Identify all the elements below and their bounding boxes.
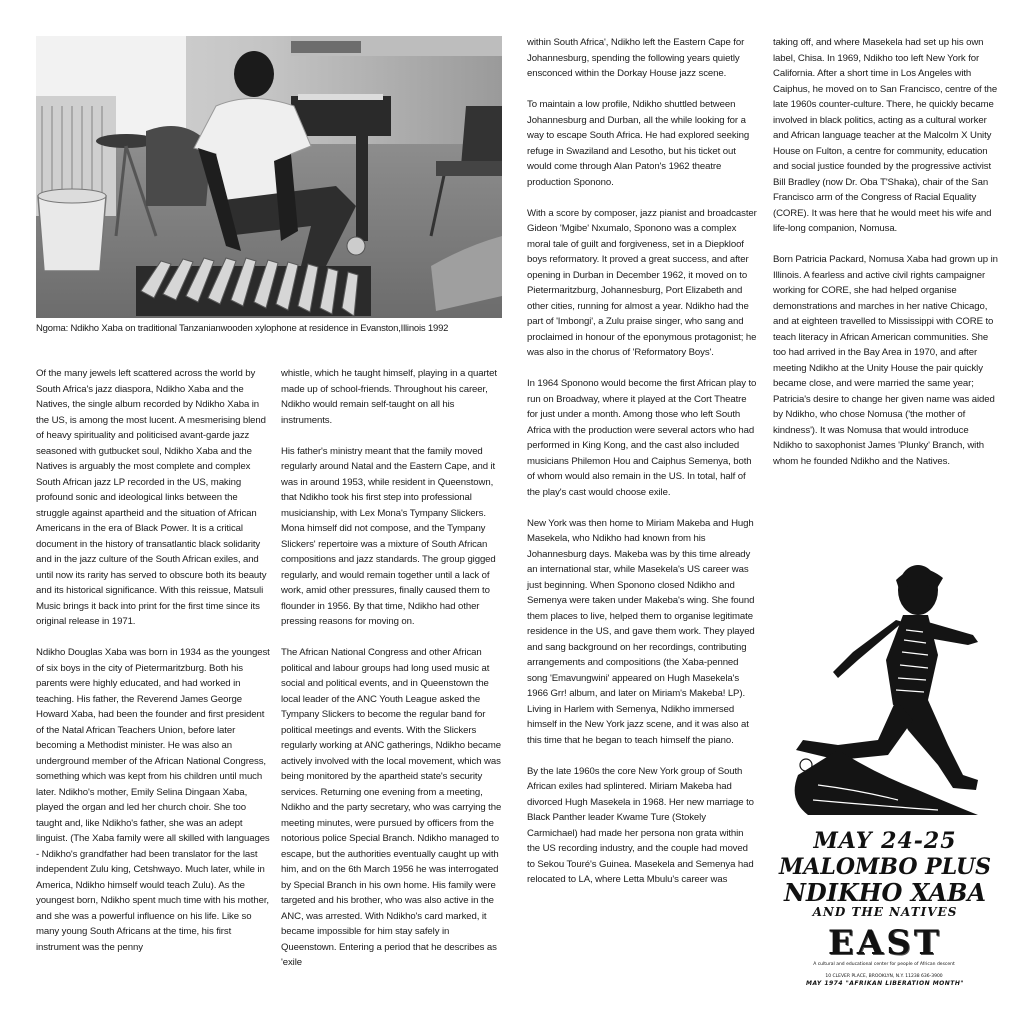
text-column-3 [527,35,757,903]
dancer-illustration [778,560,993,822]
poster-footer: MAY 1974 "AFRIKAN LIBERATION MONTH" [805,980,965,987]
paragraph: With a score by composer, jazz pianist and broadcaster Gideon 'Mgibe' Nxumalo, Sponono was a complex moral tale of guilt and forgiveness, set in a Diepkloof boys reformatory. It proved a great success, and after opening in Durban in December 1962, it moved on to Pietermaritzburg, Johannesburg, Port Elizabeth and other cities, running for almost a year. Ndikho had the part of 'Imbongi', a Zulu praise singer, who sang and proclaimed in honour of the eponymous protagonist; he was also in the chorus of 'Reformatory Boys'. [527,207,757,358]
text-column-4 [773,35,998,485]
text-column-1 [36,366,272,971]
photo-image [36,36,502,318]
text-column-2 [281,366,505,986]
poster-address: 10 CLEVER PLACE, BROOKLYN, N.Y. 11238 636-3900 [825,974,943,979]
paragraph: To maintain a low profile, Ndikho shuttled between Johannesburg and Durban, all the while looking for a way to escape South Africa. He had explored seeking refuge in Swaziland and Lesotho, but his ticket out would come through Alan Paton's 1962 theatre production Sponono. [527,99,750,188]
ndikho-xylophone-photo [36,36,502,318]
paragraph: within South Africa', Ndikho left the Eastern Cape for Johannesburg, spending the following years quietly ensconced within the Dorkay House jazz scene. [527,37,745,79]
paragraph: New York was then home to Miriam Makeba and Hugh Masekela, who Ndikho had known from his Johannesburg days. Makeba was by this time already an international star, while Masekela's US career was just beginning. When Sponono closed Ndikho and Semenya were taken under Makeba's wing. She found them places to live, helped them to organise legitimate residence in the US, and gave them work. They played and sang background on her recordings, contributing arrangements and compositions (the Xaba-penned song 'Emavungwini' appeared on Hugh Masekela's 1966 Grr! album, and later on Miriam's Makeba! LP). Living in Harlem with Semenya, Ndikho immersed himself in the New York jazz scene, and it was also at this time that he began to teach himself the piano. [527,517,755,746]
paragraph: In 1964 Sponono would become the first African play to run on Broadway, where it played at the Cort Theatre for just under a month. Among those who left South Africa with the production were several actors who had performed in King Kong, and the cast also included musicians Philemon Hou and Caiphus Semenya, both of whom would also remain in the US. In total, half of the play's cast would choose exile. [527,378,757,498]
paragraph: By the late 1960s the core New York group of South African exiles had splintered. Miriam Makeba had divorced Hugh Masekela in 1968. Her new marriage to Black Panther leader Kwame Ture (Stokely Carmichael) had made her persona non grata within the US recording industry, and the couple had moved to Sekou Touré's Guinea. Masekela and Semenya had relocated to LA, where Letta Mbulu's career was [527,765,754,885]
paragraph: whistle, which he taught himself, playing in a quartet made up of school-friends. Throughout his career, Ndikho would remain self-taught on all his instruments. [281,368,497,426]
paragraph: taking off, and where Masekela had set up his own label, Chisa. In 1969, Ndikho too left New York for California. After a short time in Los Angeles with Caiphus, he moved on to San Francisco, centre of the late 1960s counter-culture. There, he quickly became involved in black politics, acting as a cultural worker and African language teacher at the Malcolm X Unity House on Fulton, a centre for community, education and social justice founded by the progressive activist Bill Bradley (now Dr. Oba T'Shaka), chair of the San Francisco arm of the Congress of Racial Equality (CORE). It was here that he would meet his wife and life-long companion, Nomusa. [773,37,998,234]
paragraph: Born Patricia Packard, Nomusa Xaba had grown up in Illinois. A fearless and active civil rights campaigner working for CORE, she had helped organise demonstrations and marches in her native Chicago, and at eighteen travelled to Mississippi with CORE to teach literacy in African American communities. She too had arrived in the Bay Area in 1970, and after meeting Ndikho at the Unity House the pair quickly became close, and were married the same year; Patricia's desire to change her given name was aided by Ndikho, who chose Nomusa ('the mother of kindness'). It was Nomusa that would introduce Ndikho to saxophonist James 'Plunky' Branch, with whom he founded Ndikho and the Natives. [773,254,998,467]
photo-caption: Ngoma: Ndikho Xaba on traditional Tanzanianwooden xylophone at residence in Evanston,Illinois 1992 [36,323,449,334]
paragraph: Ndikho Douglas Xaba was born in 1934 as the youngest of six boys in the city of Pietermaritzburg. Both his parents were highly educated, and had worked in teaching. His father, the Reverend James George Howard Xaba, had been the founder and first president of the Natal African Teachers Union, before later becoming a Methodist minister. He was also an underground member of the African National Congress, something which was kept from his children until much later. Ndikho's mother, Emily Selina Dingaan Xaba, played the organ and led her church choir. She too taught and, like Ndikho's father, she was an adept linguist. (The Xaba family were all skilled with languages - Ndikho's grandfather had been translator for the last independent Zulu king, Cetshwayo. Much later, while in America, Ndikho himself would teach Zulu). As the youngest born, Ndikho spent much time with his mother, and she was a powerful influence on his life. Like so many young South Africans at the time, his first instrument was the penny [36,647,270,953]
poster-artist: NDIKHO XABA [783,878,987,907]
poster-headliner: MALOMBO PLUS [778,854,992,880]
poster-venue: EAST [827,923,943,963]
paragraph: His father's ministry meant that the family moved regularly around Natal and the Eastern Cape, and it was in around 1953, while resident in Queenstown, that Ndikho took his first step into professional musicianship, with Lex Mona's Tympany Slickers. Mona himself did not compose, and the Tympany Slickers' repertoire was a mixture of South African compositions and jazz standards. The group gigged regularly, and would remain together until a lack of work, amid other pressures, finally caused them to flounder in 1956. By that time, Ndikho had other pressing reasons for moving on. [281,445,496,627]
concert-poster [772,560,1004,1000]
paragraph: The African National Congress and other African political and labour groups had long used music at social and political events, and in Queenstown the local leader of the ANC Youth League asked the Tympany Slickers to become the regular band for political meetings and events. With the Slickers regularly working at ANC gatherings, Ndikho became actively involved with the local movement, which was being monitored by the apartheid state's security services. Returning one evening from a meeting, Ndikho and the party secretary, who was carrying the meeting minutes, were pursued by officers from the notorious police Special Branch. Ndikho managed to escape, but the authorities eventually caught up with him, and on the 6th March 1956 he was interrogated by Special Branch in his own home. His family were targeted and his brother, who was also active in the ANC, was arrested. With Ndikho's card marked, it became impossible for him stay safely in Queenstown. Entering a period that he describes as 'exile [281,647,502,968]
paragraph: Of the many jewels left scattered across the world by South Africa's jazz diaspora, Ndikho Xaba and the Natives, the single album recorded by Ndikho Xaba in the US, is among the most lucent. A mesmerising blend of heavy spirituality and politicised avant-garde jazz seasoned with gutbucket soul, Ndikho Xaba and the Natives is arguably the most complete and complex South African jazz LP recorded in the US, making profound sonic and ideological links between the struggle against apartheid and the situation of African Americans in the era of Black Power. It is a critical document in the history of transatlantic black solidarity and in the jazz culture of the South African exiles, and until now its rarity has served to obscure both its beauty and its historical significance. With this reissue, Matsuli Music brings it back into print for the first time since its original release in 1971. [36,368,267,627]
poster-band: AND THE NATIVES [812,905,958,919]
poster-venue-description: A cultural and educational center for people of African descent [813,962,955,967]
poster-date: MAY 24-25 [813,828,957,854]
